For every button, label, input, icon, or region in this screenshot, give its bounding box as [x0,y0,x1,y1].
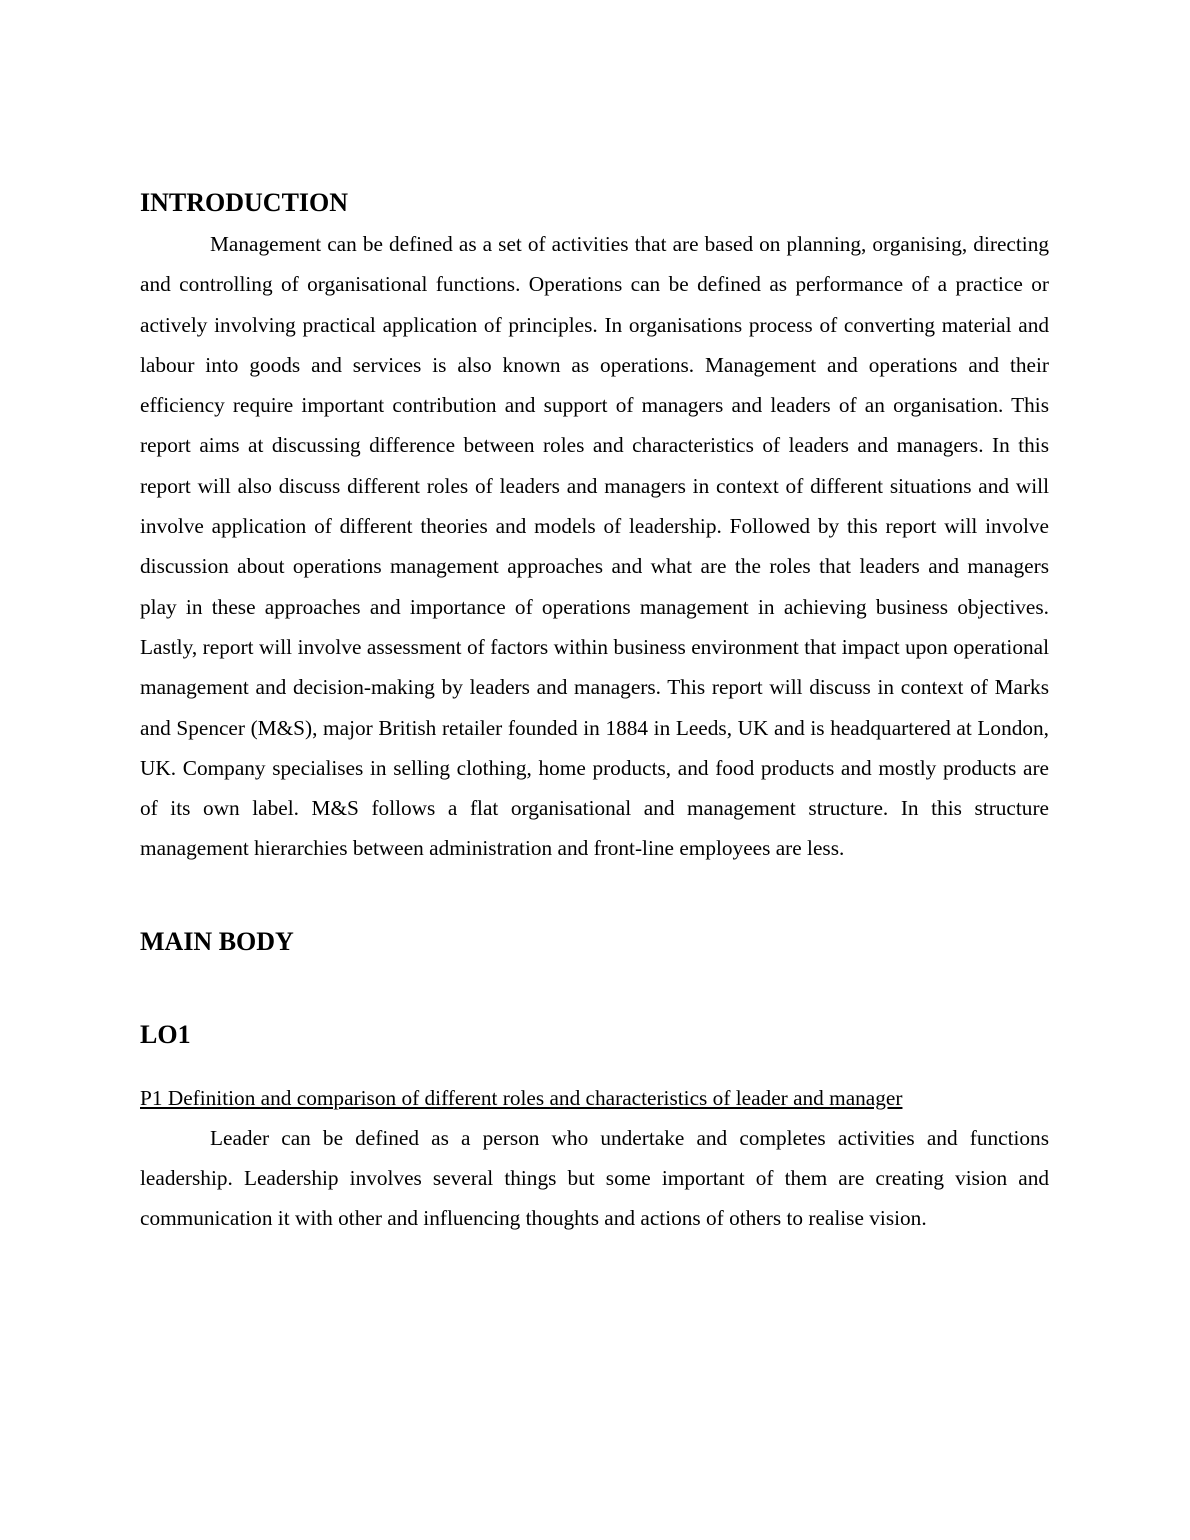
main-body-heading: MAIN BODY [140,926,294,956]
p1-subheading: P1 Definition and comparison of different roles and characteristics of leader and manager [140,1085,903,1110]
document-content [140,186,1049,1239]
introduction-paragraph: Management can be defined as a set of activities that are based on planning, organising, directing and controlling of organisational functions. Operations can be defined as performance of a practice or actively involving practical application of principles. In organisations process of converting material and labour into goods and services is also known as operations. Management and operations and their efficiency require important contribution and support of managers and leaders of an organisation. This report aims at discussing difference between roles and characteristics of leaders and managers. In this report will also discuss different roles of leaders and managers in context of different situations and will involve application of different theories and models of leadership. Followed by this report will involve discussion about operations management approaches and what are the roles that leaders and managers play in these approaches and importance of operations management in achieving business objectives. Lastly, report will involve assessment of factors within business environment that impact upon operational management and decision-making by leaders and managers. This report will discuss in context of Marks and Spencer (M&S), major British retailer founded in 1884 in Leeds, UK and is headquartered at London, UK. Company specialises in selling clothing, home products, and food products and mostly products are of its own label. M&S follows a flat organisational and management structure. In this structure management hierarchies between administration and front-line employees are less. [140,232,1049,861]
lo1-paragraph: Leader can be defined as a person who undertake and completes activities and functions leadership. Leadership involves several things but some important of them are creating vision and communication it with other and influencing thoughts and actions of others to realise vision. [140,1125,1049,1231]
lo1-heading: LO1 [140,1019,191,1049]
introduction-heading: INTRODUCTION [140,188,349,217]
